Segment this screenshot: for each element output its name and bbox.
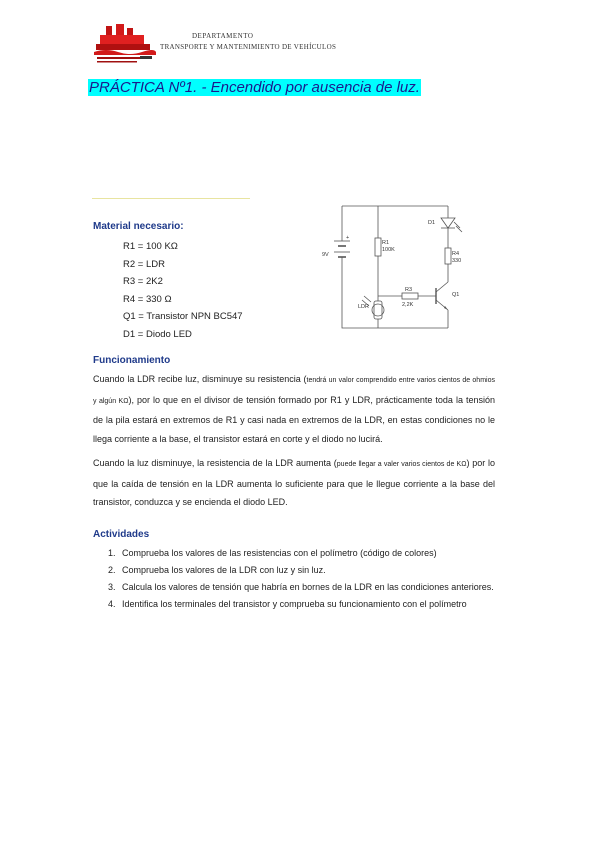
- page-title: PRÁCTICA Nº1. - Encendido por ausencia de luz.: [89, 79, 420, 96]
- circuit-diagram: [318, 196, 478, 333]
- paragraph-text: ) por lo que la caída de tensión en la LDR aumenta lo suficiente para que le llegue corriente a la base del transistor, conduzca y se encienda el diodo LED.: [93, 458, 495, 508]
- list-item: [108, 596, 508, 613]
- item-text: Identifica los terminales del transistor y comprueba su funcionamiento con el polímetro: [122, 599, 467, 609]
- material-list: [123, 238, 243, 344]
- r1-value: 100K: [382, 247, 395, 253]
- item-number: 4.: [108, 599, 116, 609]
- battery-plus: +: [346, 235, 350, 241]
- material-item: R4 = 330 Ω: [123, 293, 172, 305]
- material-item: R3 = 2K2: [123, 276, 163, 288]
- funcionamiento-paragraph-2: [93, 454, 495, 512]
- item-number: 3.: [108, 582, 116, 592]
- actividades-heading: Actividades: [93, 529, 150, 540]
- item-text: Comprueba los valores de la LDR con luz y sin luz.: [122, 565, 326, 575]
- paragraph-text: ), por lo que en el divisor de tensión formado por R1 y LDR, prácticamente toda la tensión de la pila estará en extremos de R1 y casi nada en extremos de la LDR, en estas condiciones no le llega corriente a la base, el transistor estará en corte y el diodo no lucirá.: [93, 394, 495, 444]
- paragraph-note: tendrá un valor comprendido entre varios cientos de ohmios y algún KΩ: [93, 377, 495, 405]
- divider-line: [92, 198, 250, 199]
- r3-label: R3: [405, 287, 413, 293]
- d1-label: D1: [428, 220, 436, 226]
- paragraph-text: Cuando la LDR recibe luz, disminuye su resistencia (: [93, 374, 307, 384]
- item-text: Calcula los valores de tensión que habría en bornes de la LDR en las condiciones anteriores.: [122, 582, 494, 592]
- material-item: R1 = 100 KΩ: [123, 241, 178, 252]
- r4-label: R4: [452, 251, 460, 257]
- battery-label: 9V: [322, 252, 329, 258]
- q1-label: Q1: [452, 292, 460, 298]
- r3-value: 2,2K: [402, 302, 414, 308]
- material-item: R2 = LDR: [123, 258, 165, 270]
- department-line-1: DEPARTAMENTO: [192, 32, 254, 40]
- material-heading: Material necesario:: [93, 221, 184, 232]
- r1-label: R1: [382, 240, 390, 246]
- department-line-2: TRANSPORTE Y MANTENIMIENTO DE VEHÍCULOS: [160, 43, 337, 51]
- actividades-list: [108, 545, 508, 613]
- school-building-logo-icon: [92, 22, 158, 68]
- paragraph-note: puede llegar a valer varios cientos de KΩ: [336, 461, 467, 468]
- funcionamiento-paragraph-1: [93, 370, 495, 448]
- paragraph-text: Cuando la luz disminuye, la resistencia de la LDR aumenta (: [93, 458, 337, 468]
- material-item: Q1 = Transistor NPN BC547: [123, 311, 243, 323]
- item-text: Comprueba los valores de las resistencias con el polímetro (código de colores): [122, 548, 437, 558]
- list-item: [108, 562, 508, 579]
- funcionamiento-heading: Funcionamiento: [93, 355, 171, 366]
- material-item: D1 = Diodo LED: [123, 328, 192, 340]
- r4-value: 330: [452, 258, 462, 264]
- item-number: 2.: [108, 565, 116, 575]
- list-item: [108, 545, 508, 562]
- item-number: 1.: [108, 548, 116, 558]
- list-item: [108, 579, 508, 596]
- ldr-label: LDR: [358, 304, 370, 310]
